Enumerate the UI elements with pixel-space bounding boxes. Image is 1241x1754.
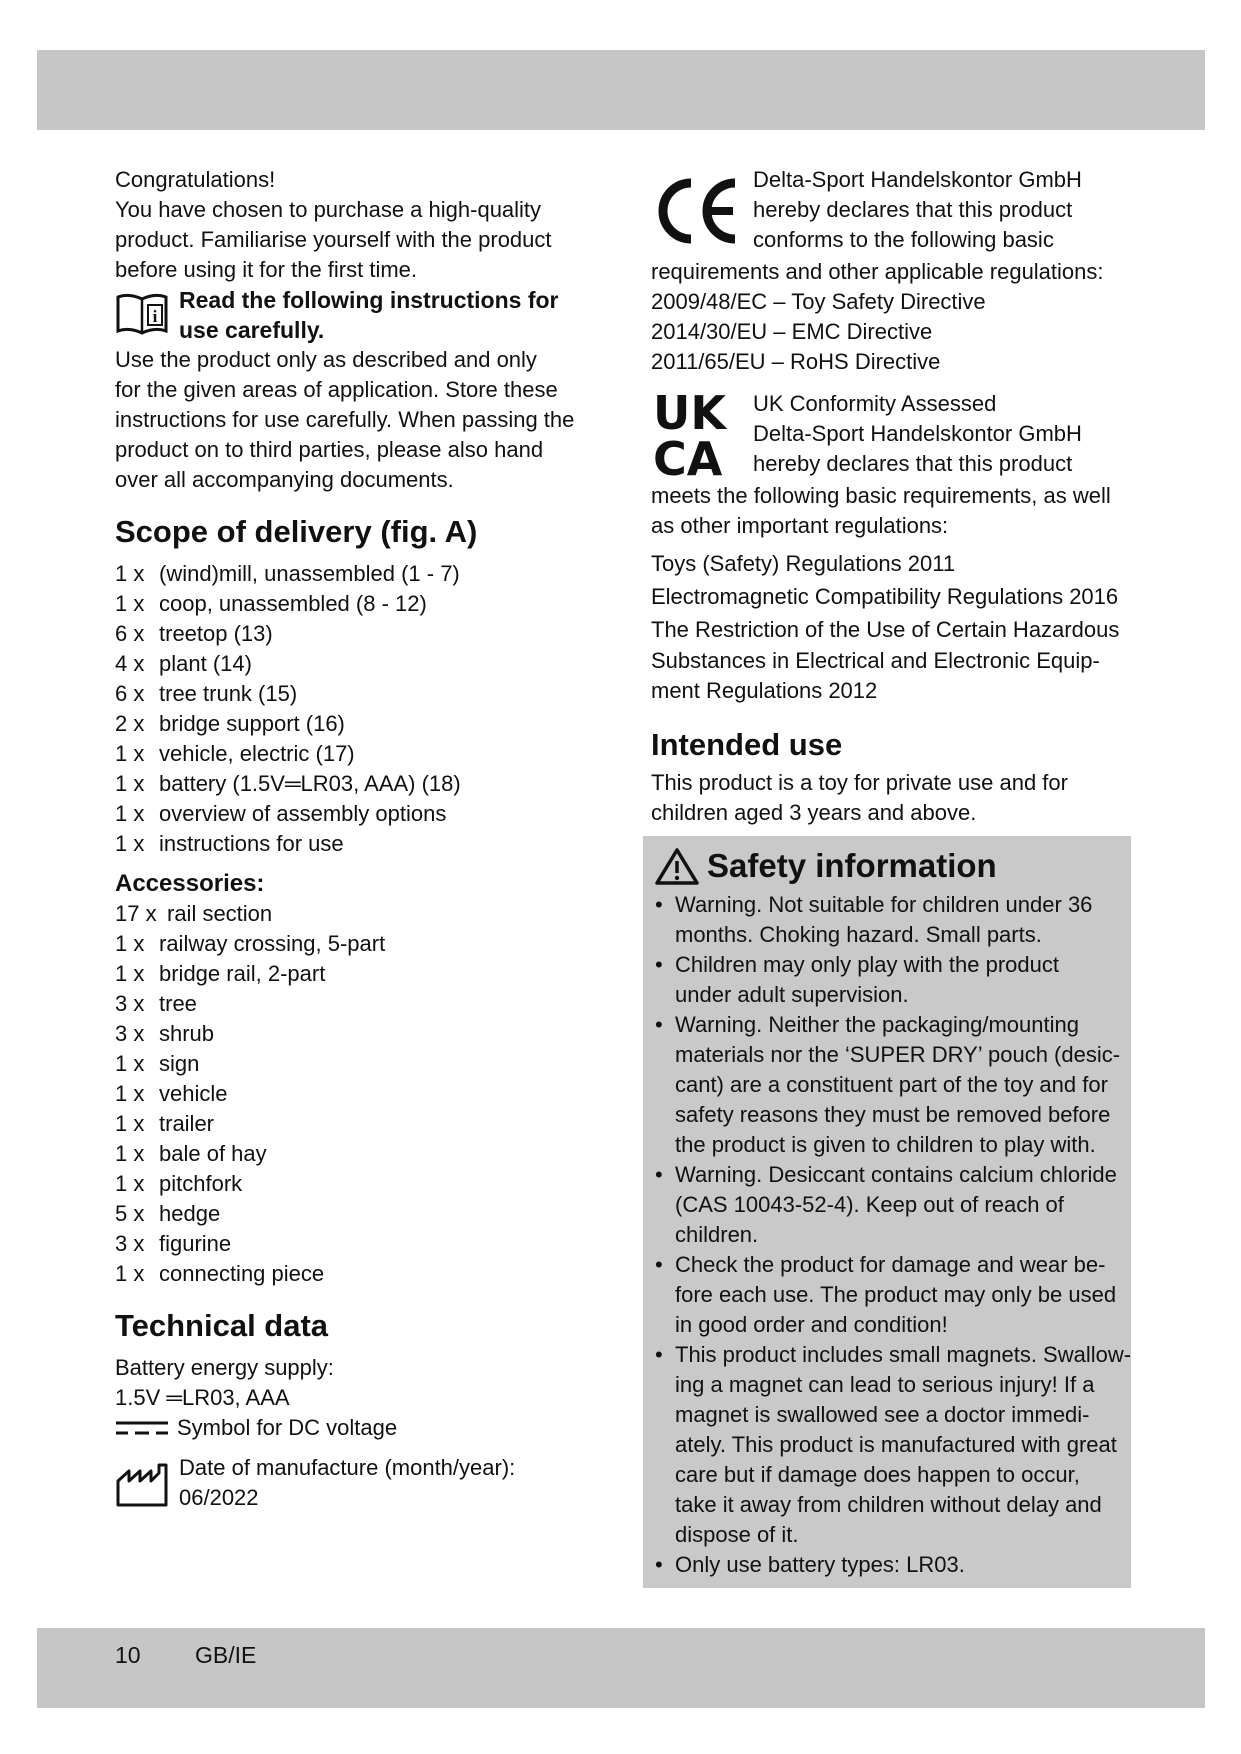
list-item: 5 x hedge	[115, 1201, 221, 1226]
ukca-line: as other important regulations:	[651, 513, 949, 538]
usage-line: instructions for use carefully. When passing the	[115, 407, 575, 432]
safety-bullet: • This product includes small magnets. Swallow- ing a magnet can lead to serious injury! If a magnet is swallowed see a doctor immedi- ately. This product is manufactured with great care but if damage does happen to occur, take it away from children without delay and dispose of it.	[655, 1342, 1132, 1547]
accessories-heading: Accessories:	[115, 870, 265, 897]
scope-heading: Scope of delivery (fig. A)	[115, 514, 478, 549]
usage-line: for the given areas of application. Store these	[115, 377, 558, 402]
safety-bullet: • Check the product for damage and wear be- fore each use. The product may only be used in good order and condition!	[655, 1252, 1117, 1337]
list-item: 1 x sign	[115, 1051, 200, 1076]
warning-triangle-icon	[655, 847, 699, 885]
usage-line: product on to third parties, please also hand	[115, 437, 544, 462]
tech-battery-label: Battery energy supply:	[115, 1355, 334, 1380]
ce-line: 2009/48/EC – Toy Safety Directive	[651, 289, 986, 314]
list-item: 1 x vehicle, electric (17)	[115, 741, 355, 766]
list-item: 3 x shrub	[115, 1021, 215, 1046]
safety-bullet: • Warning. Not suitable for children under 36 months. Choking hazard. Small parts.	[655, 892, 1093, 947]
intro-line: Congratulations!	[115, 167, 276, 192]
list-item: 6 x treetop (13)	[115, 621, 273, 646]
ce-side-line: conforms to the following basic	[753, 227, 1054, 252]
scope-list	[115, 559, 595, 859]
list-item: 1 x vehicle	[115, 1081, 228, 1106]
list-item: 1 x coop, unassembled (8 - 12)	[115, 591, 427, 616]
list-item: 1 x instructions for use	[115, 831, 344, 856]
list-item: 1 x battery (1.5V═LR03, AAA) (18)	[115, 771, 461, 796]
manufacture-date-row	[115, 1453, 595, 1513]
right-column	[651, 165, 1131, 828]
safety-bullet: • Warning. Desiccant contains calcium chloride (CAS 10043-52-4). Keep out of reach of children.	[655, 1162, 1117, 1247]
intro-line: product. Familiarise yourself with the product	[115, 227, 552, 252]
safety-bullet: • Only use battery types: LR03.	[655, 1552, 965, 1577]
dc-voltage-icon	[115, 1418, 169, 1438]
list-item: 1 x bale of hay	[115, 1141, 267, 1166]
list-item: 1 x connecting piece	[115, 1261, 325, 1286]
country-code: GB/IE	[195, 1642, 257, 1668]
book-info-icon	[115, 291, 169, 337]
list-item: 1 x railway crossing, 5-part	[115, 931, 386, 956]
ce-line: 2014/30/EU – EMC Directive	[651, 319, 933, 344]
dc-symbol-row	[115, 1413, 595, 1443]
regulation-line: Toys (Safety) Regulations 2011	[651, 551, 956, 576]
ce-side-line: hereby declares that this product	[753, 197, 1073, 222]
regulation-line: The Restriction of the Use of Certain Hazardous	[651, 617, 1120, 642]
tech-heading: Technical data	[115, 1308, 329, 1343]
read-instructions-notice	[115, 285, 595, 345]
safety-heading: Safety information	[707, 847, 997, 884]
usage-line: over all accompanying documents.	[115, 467, 454, 492]
safety-bullet: • Warning. Neither the packaging/mounting materials nor the ‘SUPER DRY’ pouch (desic- cant) are a constituent part of the toy and for safety reasons they must be removed before the product is given to children to play with.	[655, 1012, 1121, 1157]
ukca-mark-line: UK	[653, 389, 726, 440]
list-item: 2 x bridge support (16)	[115, 711, 345, 736]
ukca-declaration	[651, 389, 1131, 481]
svg-text:i: i	[152, 307, 158, 326]
list-item: 3 x figurine	[115, 1231, 232, 1256]
header-bar	[37, 50, 1205, 130]
regulation-line: Substances in Electrical and Electronic Equip-	[651, 648, 1100, 673]
read-notice-line: Read the following instructions for	[179, 287, 559, 313]
ukca-mark-line: CA	[653, 432, 723, 481]
accessories-list	[115, 899, 595, 1289]
dc-symbol-text: Symbol for DC voltage	[177, 1415, 398, 1440]
factory-icon	[115, 1463, 169, 1507]
read-notice-line: use carefully.	[179, 317, 325, 343]
list-item: 17 x rail section	[115, 901, 273, 926]
usage-text	[115, 345, 595, 495]
ce-line: requirements and other applicable regulations:	[651, 259, 1104, 284]
ukca-side-line: Delta-Sport Handelskontor GmbH	[753, 421, 1082, 446]
ce-side-line: Delta-Sport Handelskontor GmbH	[753, 167, 1082, 192]
list-item: 1 x (wind)mill, unassembled (1 - 7)	[115, 561, 460, 586]
page-number: 10	[115, 1642, 141, 1668]
ce-declaration	[651, 165, 1131, 257]
list-item: 4 x plant (14)	[115, 651, 252, 676]
manufacture-date-label: Date of manufacture (month/year):	[179, 1455, 516, 1480]
intended-use-line: children aged 3 years and above.	[651, 800, 977, 825]
tech-battery-value: 1.5V ═LR03, AAA	[115, 1385, 290, 1410]
regulation-line: Electromagnetic Compatibility Regulations 2016	[651, 584, 1119, 609]
left-column	[115, 165, 595, 1513]
list-item: 1 x trailer	[115, 1111, 215, 1136]
manufacture-date-value: 06/2022	[179, 1485, 259, 1510]
ukca-side-line: UK Conformity Assessed	[753, 391, 997, 416]
list-item: 1 x bridge rail, 2-part	[115, 961, 326, 986]
safety-bullet: • Children may only play with the product under adult supervision.	[655, 952, 1059, 1007]
ukca-mark-icon	[651, 389, 743, 481]
intro-line: before using it for the first time.	[115, 257, 418, 282]
intended-use-heading: Intended use	[651, 727, 843, 762]
ce-line: 2011/65/EU – RoHS Directive	[651, 349, 941, 374]
intended-use-line: This product is a toy for private use and for	[651, 770, 1068, 795]
safety-heading-row	[655, 844, 1123, 888]
ukca-side-line: hereby declares that this product	[753, 451, 1073, 476]
ce-mark-icon	[651, 165, 743, 257]
ukca-line: meets the following basic requirements, as well	[651, 483, 1111, 508]
list-item: 3 x tree	[115, 991, 197, 1016]
list-item: 1 x pitchfork	[115, 1171, 243, 1196]
usage-line: Use the product only as described and only	[115, 347, 537, 372]
list-item: 6 x tree trunk (15)	[115, 681, 298, 706]
safety-information-box	[643, 836, 1131, 1588]
list-item: 1 x overview of assembly options	[115, 801, 447, 826]
intro-text	[115, 165, 595, 285]
regulation-line: ment Regulations 2012	[651, 678, 878, 703]
intro-line: You have chosen to purchase a high-quality	[115, 197, 542, 222]
